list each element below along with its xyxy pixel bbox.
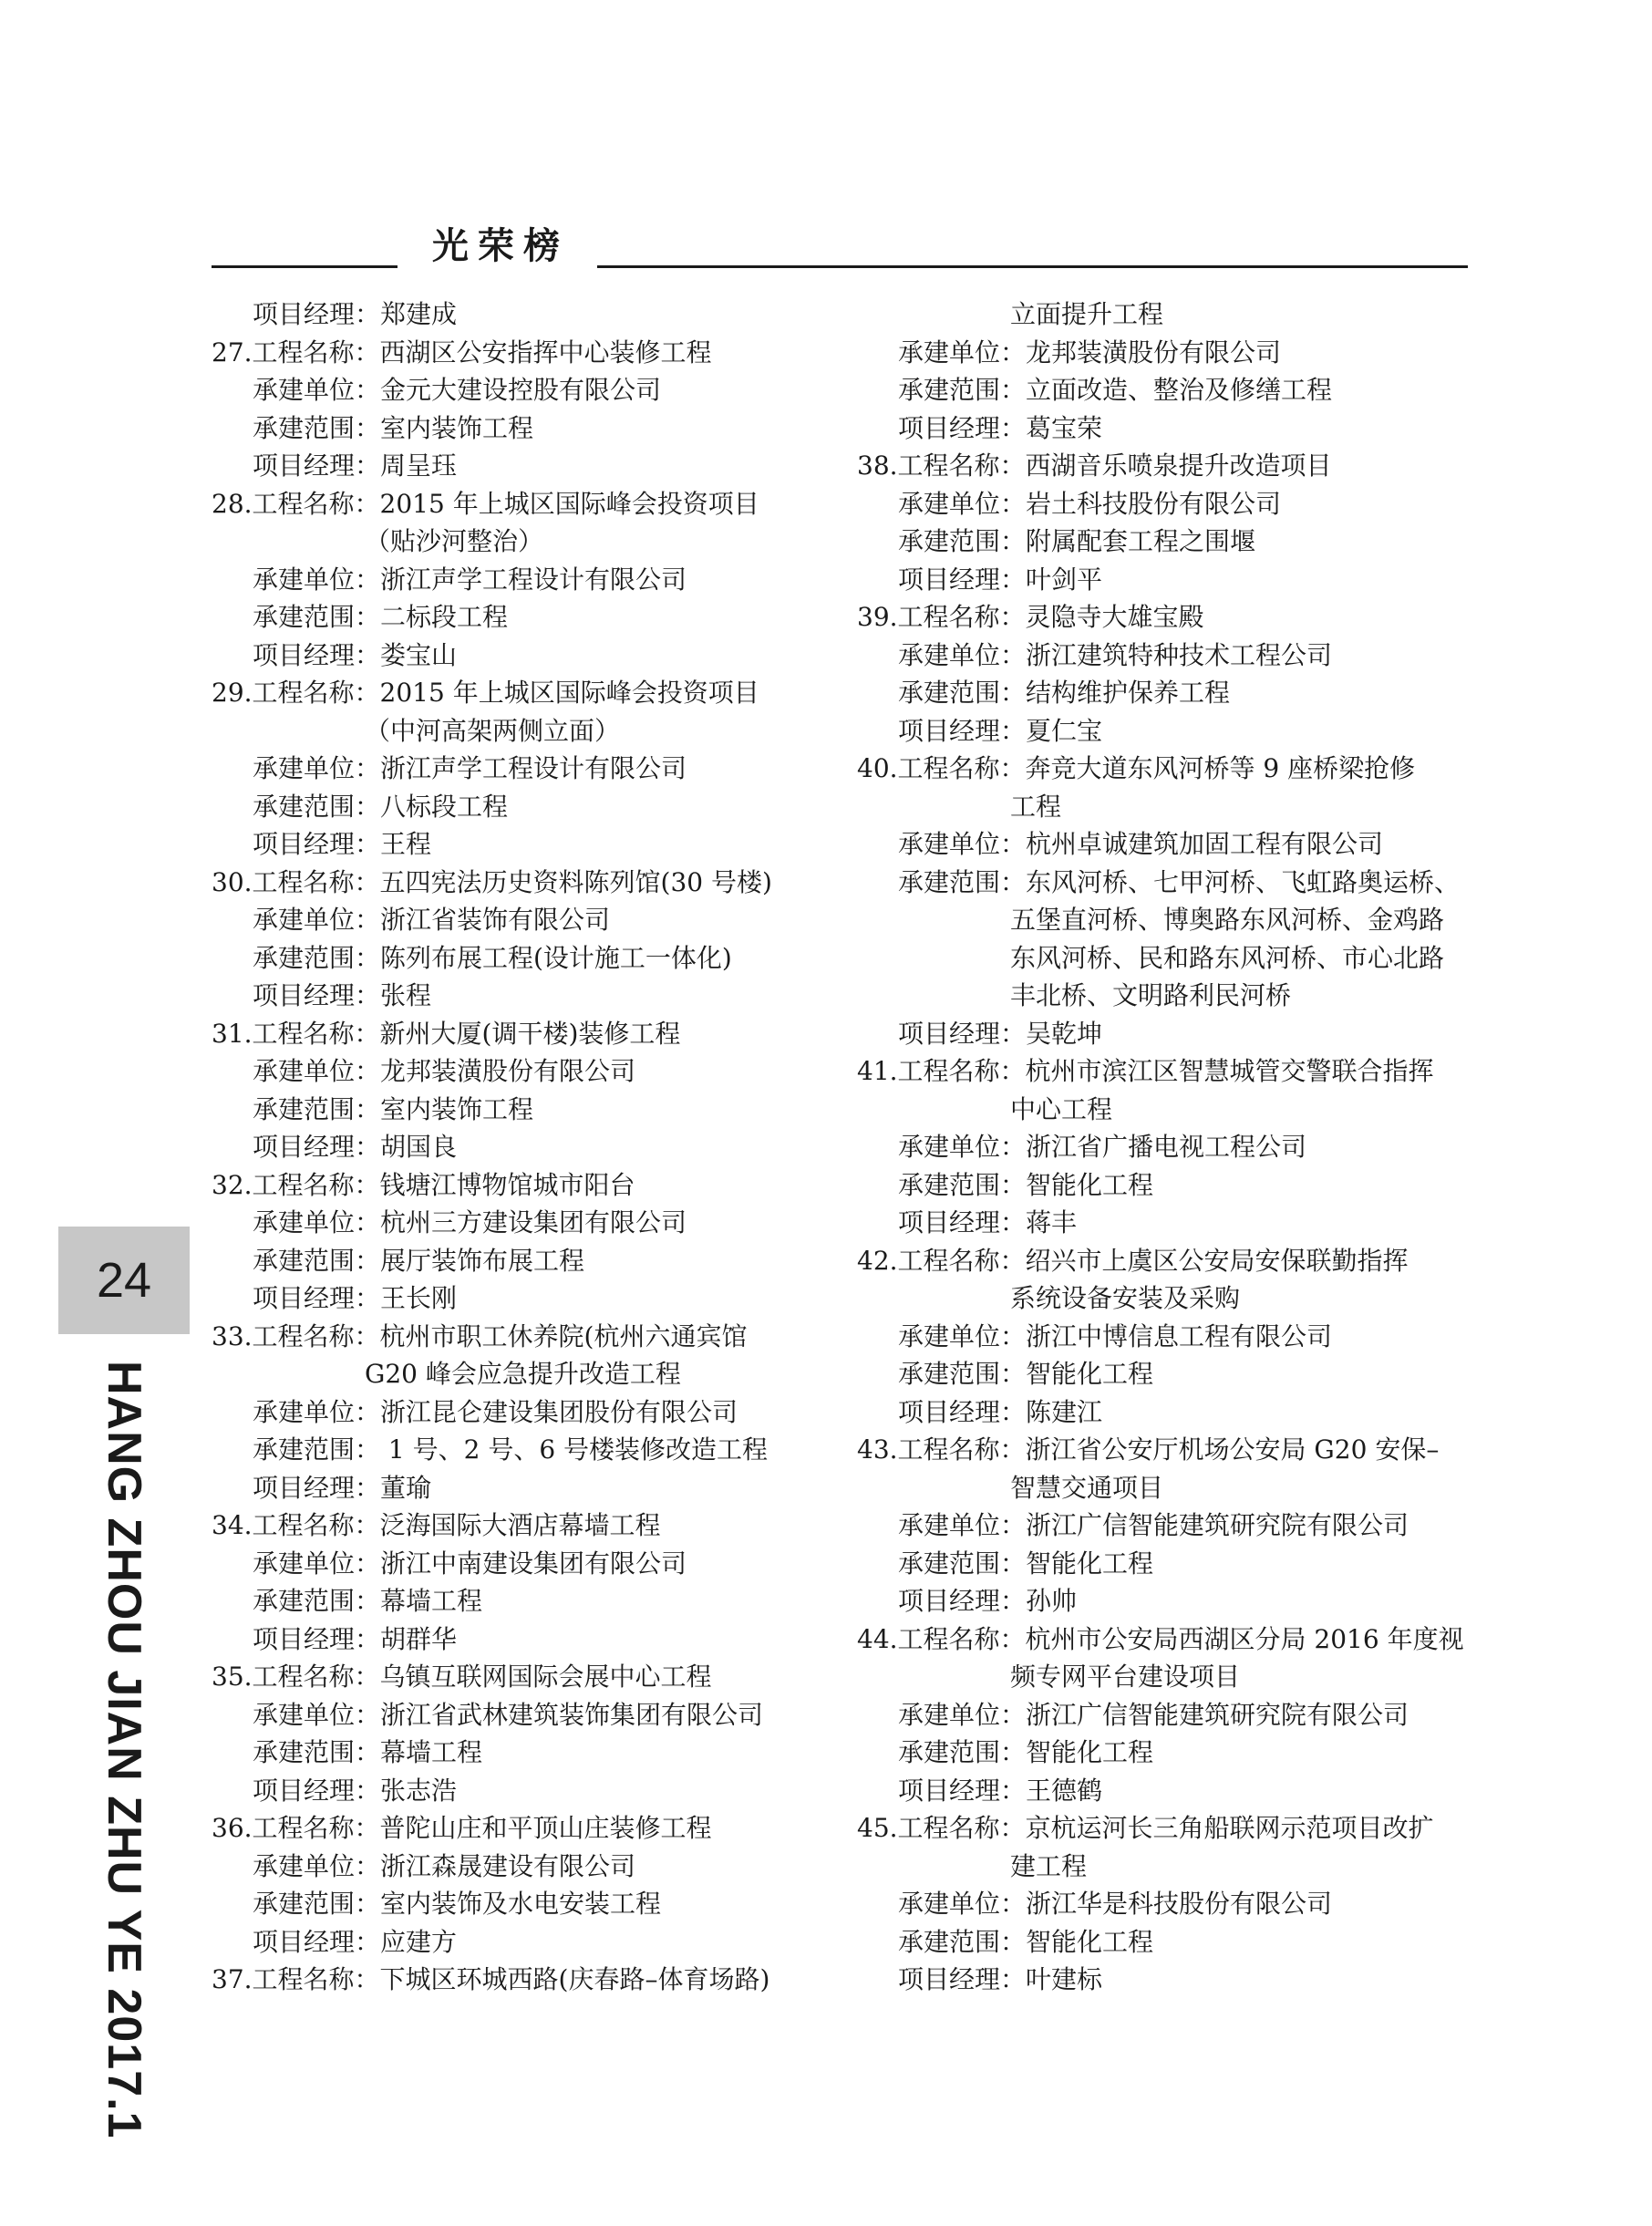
entry-line: 承建范围：智能化工程 bbox=[898, 1359, 1154, 1389]
entry-line: 项目经理：王长刚 bbox=[253, 1283, 458, 1313]
entry-line: 项目经理：陈建江 bbox=[898, 1396, 1103, 1427]
entry-line: 27.工程名称：西湖区公安指挥中心装修工程 bbox=[212, 336, 712, 368]
entry-line: 系统设备安装及采购 bbox=[1010, 1283, 1241, 1313]
entry-line: 承建范围：结构维护保养工程 bbox=[898, 678, 1231, 708]
entry-line: 承建单位：浙江广信智能建筑研究院有限公司 bbox=[898, 1699, 1409, 1730]
entry-line: 29.工程名称：2015 年上城区国际峰会投资项目 bbox=[212, 678, 759, 708]
entry-line: 承建单位：浙江声学工程设计有限公司 bbox=[253, 564, 687, 595]
entry-line: 32.工程名称：钱塘江博物馆城市阳台 bbox=[212, 1169, 635, 1200]
entry-line: 承建单位：浙江华是科技股份有限公司 bbox=[898, 1889, 1333, 1919]
entry-line: 35.工程名称：乌镇互联网国际会展中心工程 bbox=[212, 1662, 712, 1692]
entry-line: 43.工程名称：浙江省公安厅机场公安局 G20 安保– bbox=[857, 1434, 1440, 1465]
entry-line: 东风河桥、民和路东风河桥、市心北路 bbox=[1010, 942, 1445, 973]
entry-line: 承建范围：智能化工程 bbox=[898, 1169, 1154, 1200]
entry-line: 承建单位：金元大建设控股有限公司 bbox=[253, 375, 662, 405]
entry-line: 39.工程名称：灵隐寺大雄宝殿 bbox=[857, 602, 1204, 632]
entry-line: 智慧交通项目 bbox=[1010, 1472, 1164, 1503]
entry-line: 承建范围：智能化工程 bbox=[898, 1926, 1154, 1957]
entry-line: 31.工程名称：新州大厦(调干楼)装修工程 bbox=[212, 1018, 681, 1049]
entry-line: 工程 bbox=[1010, 791, 1062, 822]
entry-line: 38.工程名称：西湖音乐喷泉提升改造项目 bbox=[857, 450, 1332, 481]
entry-line: 承建范围：陈列布展工程(设计施工一体化) bbox=[253, 942, 732, 973]
entry-line: 承建单位：龙邦装潢股份有限公司 bbox=[898, 336, 1282, 368]
entry-line: 项目经理：娄宝山 bbox=[253, 639, 458, 670]
entry-line: 项目经理：胡国良 bbox=[253, 1132, 458, 1162]
entry-line: 承建单位：浙江省广播电视工程公司 bbox=[898, 1132, 1307, 1162]
entry-line: 项目经理：蒋丰 bbox=[898, 1207, 1078, 1237]
entry-line: 承建范围：室内装饰及水电安装工程 bbox=[253, 1889, 662, 1919]
entry-line: 承建单位：浙江省装饰有限公司 bbox=[253, 905, 611, 935]
entry-line: 承建范围：东风河桥、七甲河桥、飞虹路奥运桥、 bbox=[898, 866, 1461, 897]
entry-line: 承建范围：二标段工程 bbox=[253, 602, 509, 632]
entry-line: 丰北桥、文明路利民河桥 bbox=[1010, 980, 1292, 1010]
entry-line: 28.工程名称：2015 年上城区国际峰会投资项目 bbox=[212, 488, 759, 519]
entry-line: 承建范围：室内装饰工程 bbox=[253, 1093, 534, 1124]
entry-line: 承建范围：智能化工程 bbox=[898, 1737, 1154, 1767]
entry-line: 项目经理：王德鹤 bbox=[898, 1775, 1103, 1806]
entry-line: 项目经理：胡群华 bbox=[253, 1623, 458, 1654]
entry-line: 频专网平台建设项目 bbox=[1010, 1662, 1241, 1692]
entry-line: 项目经理：应建方 bbox=[253, 1926, 458, 1957]
entry-line: 中心工程 bbox=[1010, 1093, 1113, 1124]
entry-line: 承建单位：浙江建筑特种技术工程公司 bbox=[898, 639, 1333, 670]
entry-line: 承建范围：室内装饰工程 bbox=[253, 412, 534, 443]
header-rule-right bbox=[597, 265, 1468, 268]
entry-line: 承建单位：浙江声学工程设计有限公司 bbox=[253, 753, 687, 783]
entry-line: 36.工程名称：普陀山庄和平顶山庄装修工程 bbox=[212, 1813, 712, 1843]
entry-line: 项目经理：孙帅 bbox=[898, 1586, 1078, 1616]
section-title: 光荣榜 bbox=[432, 225, 569, 267]
entry-line: 项目经理：吴乾坤 bbox=[898, 1018, 1103, 1049]
page-number: 24 bbox=[58, 1227, 190, 1334]
entry-line: 34.工程名称：泛海国际大酒店幕墙工程 bbox=[212, 1510, 661, 1540]
entry-line: （贴沙河整治） bbox=[365, 526, 544, 556]
entry-line: 承建范围：八标段工程 bbox=[253, 791, 509, 822]
entry-line: 承建范围：立面改造、整治及修缮工程 bbox=[898, 375, 1333, 405]
entry-line: （中河高架两侧立面） bbox=[365, 715, 621, 746]
entry-line: 承建单位：杭州卓诚建筑加固工程有限公司 bbox=[898, 829, 1384, 859]
entry-line: 项目经理：张程 bbox=[253, 980, 432, 1010]
entry-line: 五堡直河桥、博奥路东风河桥、金鸡路 bbox=[1010, 905, 1445, 935]
entry-line: 承建单位：浙江昆仑建设集团股份有限公司 bbox=[253, 1396, 738, 1427]
entry-line: 承建单位：杭州三方建设集团有限公司 bbox=[253, 1207, 687, 1237]
entry-line: G20 峰会应急提升改造工程 bbox=[365, 1359, 681, 1389]
entry-line: 承建范围：附属配套工程之围堰 bbox=[898, 526, 1256, 556]
entry-line: 承建范围：幕墙工程 bbox=[253, 1586, 483, 1616]
right-column bbox=[857, 295, 1464, 1999]
entry-line: 承建范围：幕墙工程 bbox=[253, 1737, 483, 1767]
entry-line: 项目经理：葛宝荣 bbox=[898, 412, 1103, 443]
entry-line: 承建范围：智能化工程 bbox=[898, 1548, 1154, 1579]
header-rule-left bbox=[212, 265, 398, 268]
entry-line: 项目经理：张志浩 bbox=[253, 1775, 458, 1806]
entry-line: 项目经理：郑建成 bbox=[253, 299, 458, 329]
entry-line: 承建范围： 1 号、2 号、6 号楼装修改造工程 bbox=[253, 1434, 769, 1465]
entry-line: 承建单位：岩土科技股份有限公司 bbox=[898, 488, 1282, 519]
entry-line: 项目经理：夏仁宝 bbox=[898, 715, 1103, 746]
entry-line: 承建单位：浙江中南建设集团有限公司 bbox=[253, 1548, 687, 1579]
entry-line: 41.工程名称：杭州市滨江区智慧城管交警联合指挥 bbox=[857, 1056, 1434, 1086]
journal-label: HANG ZHOU JIAN ZHU YE 2017.1 bbox=[98, 1361, 150, 2139]
entry-line: 承建单位：浙江森晟建设有限公司 bbox=[253, 1850, 636, 1881]
entry-line: 承建单位：浙江中博信息工程有限公司 bbox=[898, 1320, 1333, 1351]
entry-line: 项目经理：叶建标 bbox=[898, 1964, 1103, 1994]
entry-line: 项目经理：董瑜 bbox=[253, 1472, 432, 1503]
entry-line: 30.工程名称：五四宪法历史资料陈列馆(30 号楼) bbox=[212, 866, 772, 897]
entry-line: 37.工程名称：下城区环城西路(庆春路–体育场路) bbox=[212, 1964, 770, 1994]
entry-line: 承建范围：展厅装饰布展工程 bbox=[253, 1245, 585, 1276]
entry-line: 40.工程名称：奔竞大道东风河桥等 9 座桥梁抢修 bbox=[857, 753, 1416, 783]
entry-line: 项目经理：周呈珏 bbox=[253, 450, 458, 481]
entry-line: 项目经理：叶剑平 bbox=[898, 564, 1103, 595]
entry-line: 33.工程名称：杭州市职工休养院(杭州六通宾馆 bbox=[212, 1320, 748, 1351]
entry-line: 项目经理：王程 bbox=[253, 829, 432, 859]
entry-line: 45.工程名称：京杭运河长三角船联网示范项目改扩 bbox=[857, 1813, 1434, 1843]
entry-line: 44.工程名称：杭州市公安局西湖区分局 2016 年度视 bbox=[857, 1623, 1464, 1654]
entry-line: 立面提升工程 bbox=[1010, 299, 1164, 329]
entry-line: 承建单位：浙江广信智能建筑研究院有限公司 bbox=[898, 1510, 1409, 1540]
entry-line: 42.工程名称：绍兴市上虞区公安局安保联勤指挥 bbox=[857, 1245, 1409, 1276]
entry-line: 建工程 bbox=[1010, 1850, 1088, 1881]
entry-line: 承建单位：浙江省武林建筑装饰集团有限公司 bbox=[253, 1699, 764, 1730]
entry-line: 承建单位：龙邦装潢股份有限公司 bbox=[253, 1056, 636, 1086]
left-column bbox=[212, 295, 813, 1999]
